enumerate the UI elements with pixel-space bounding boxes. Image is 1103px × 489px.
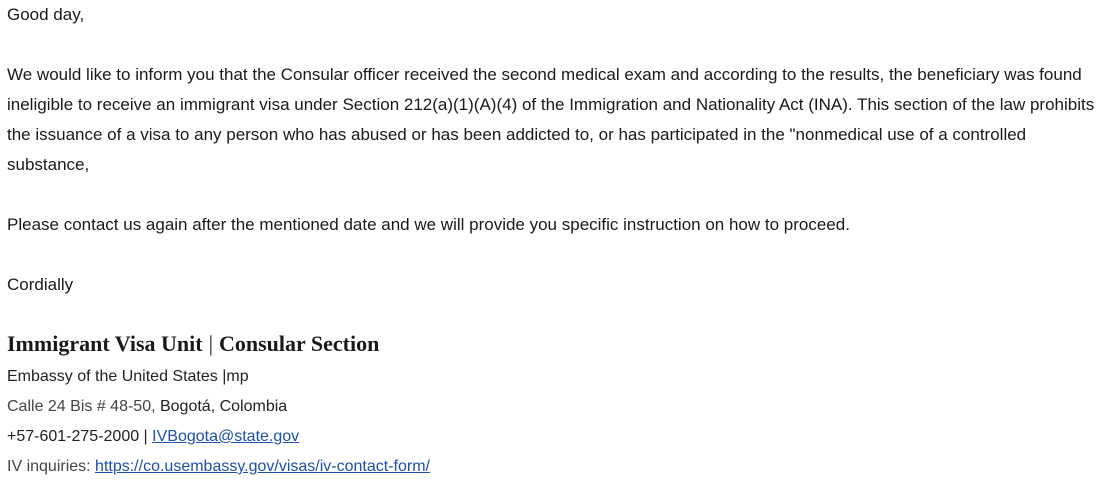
signature-title (7, 326, 1097, 362)
greeting-text: Good day, (7, 5, 85, 24)
address-city: Bogotá, Colombia (155, 398, 288, 415)
closing-text: Cordially (7, 275, 74, 294)
instruction-paragraph: Please contact us again after the mentioned date and we will provide you specific instruction on how to proceed. (7, 215, 850, 234)
address-line (7, 392, 1097, 422)
unit-name: Immigrant Visa Unit (7, 331, 203, 356)
spacer (7, 240, 1097, 270)
email-link[interactable]: IVBogota@state.gov (152, 428, 300, 445)
ineligibility-paragraph: We would like to inform you that the Consular officer received the second medical exam and according to the results, the beneficiary was found ineligible to receive an immigrant visa under Section 212(a)(1)(A)(4) of the Immigration and Nationality Act (INA). This section of the law prohibits the issuance of a visa to any person who has abused or has been addicted to, or has participated in the "nonmedical use of a controlled substance, (7, 65, 1095, 174)
contact-form-link[interactable]: https://co.usembassy.gov/visas/iv-contact-form/ (95, 458, 430, 475)
section-name: Consular Section (218, 331, 380, 356)
spacer (7, 180, 1097, 210)
title-separator: | (208, 331, 213, 356)
email-body (7, 0, 1097, 300)
spacer (7, 30, 1097, 60)
inquiries-line (7, 452, 1097, 482)
phone-number: +57-601-275-2000 | (7, 428, 153, 445)
contact-line (7, 422, 1097, 452)
embassy-line: Embassy of the United States |mp (7, 368, 249, 385)
address-street: Calle 24 Bis # 48-50, (7, 398, 156, 415)
inquiries-label: IV inquiries: (7, 458, 96, 475)
email-signature (7, 326, 1097, 482)
